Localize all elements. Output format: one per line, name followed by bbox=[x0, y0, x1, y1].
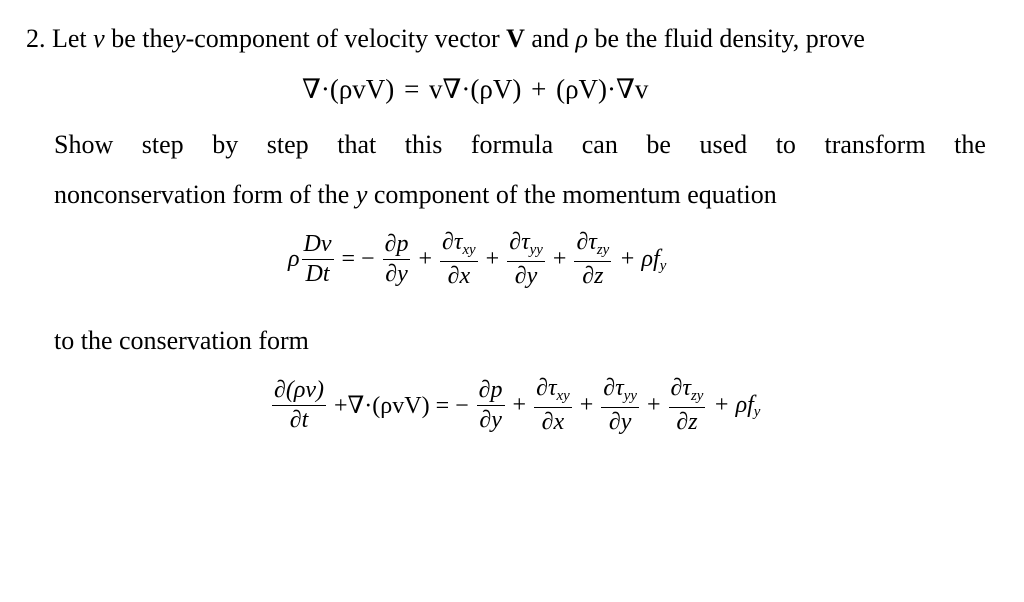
dtau-xy-dx-fraction: $\frac{\partial\tau_{xy}}{\partial x}$ bbox=[536, 375, 570, 435]
dtau-yy-dy-fraction: $\frac{\partial\tau_{yy}}{\partial y}$ bbox=[509, 229, 543, 289]
conservation-label: to the conservation form bbox=[54, 326, 309, 355]
nonconservation-intro-line: nonconservation form of the y component of the momentum equation bbox=[54, 180, 777, 209]
dtau-zy-dz-fraction: $\frac{\partial\tau_{zy}}{\partial z}$ bbox=[670, 375, 704, 435]
vector-identity-equation: ∇·(ρvV) = v∇·(ρV) + (ρV)·∇v bbox=[302, 74, 649, 104]
dv-dt-fraction: $\frac{Dv}{Dt}$ bbox=[303, 230, 332, 287]
drho-v-dt-fraction: $\frac{\partial(\rho v)}{\partial t}$ bbox=[274, 376, 325, 433]
problem-number: 2. bbox=[26, 24, 46, 53]
dp-dy-fraction: $\frac{\partial p}{\partial y}$ bbox=[478, 376, 503, 433]
problem-statement-line: 2. Let v be they-component of velocity vector V and ρ be the fluid density, prove bbox=[26, 24, 865, 53]
dp-dy-fraction: $\frac{\partial p}{\partial y}$ bbox=[384, 230, 409, 287]
show-step-line: Show step by step that this formula can be used to transform the bbox=[54, 130, 986, 159]
conservation-momentum-equation: $\frac{\partial(\rho v)}{\partial t}$ +∇·(ρvV) = − $\frac{\partial p}{\partial y}$ + $\frac{\partial\tau_{xy}}{\partial x}$ + $\frac{\partial\tau_{yy}}{\partial y}$ + $\frac{\partial\tau_{zy}}{\partial z}$ + $\rho f_y$ bbox=[274, 375, 761, 435]
nonconservation-momentum-equation: ρ $\frac{Dv}{Dt}$ = − $\frac{\partial p}{\partial y}$ + $\frac{\partial\tau_{xy}}{\partial x}$ + $\frac{\partial\tau_{yy}}{\partial y}$ + $\frac{\partial\tau_{zy}}{\partial z}$ + $\rho f_y$ bbox=[288, 229, 667, 289]
dtau-xy-dx-fraction: $\frac{\partial\tau_{xy}}{\partial x}$ bbox=[442, 229, 476, 289]
dtau-zy-dz-fraction: $\frac{\partial\tau_{zy}}{\partial z}$ bbox=[576, 229, 610, 289]
dtau-yy-dy-fraction: $\frac{\partial\tau_{yy}}{\partial y}$ bbox=[603, 375, 637, 435]
